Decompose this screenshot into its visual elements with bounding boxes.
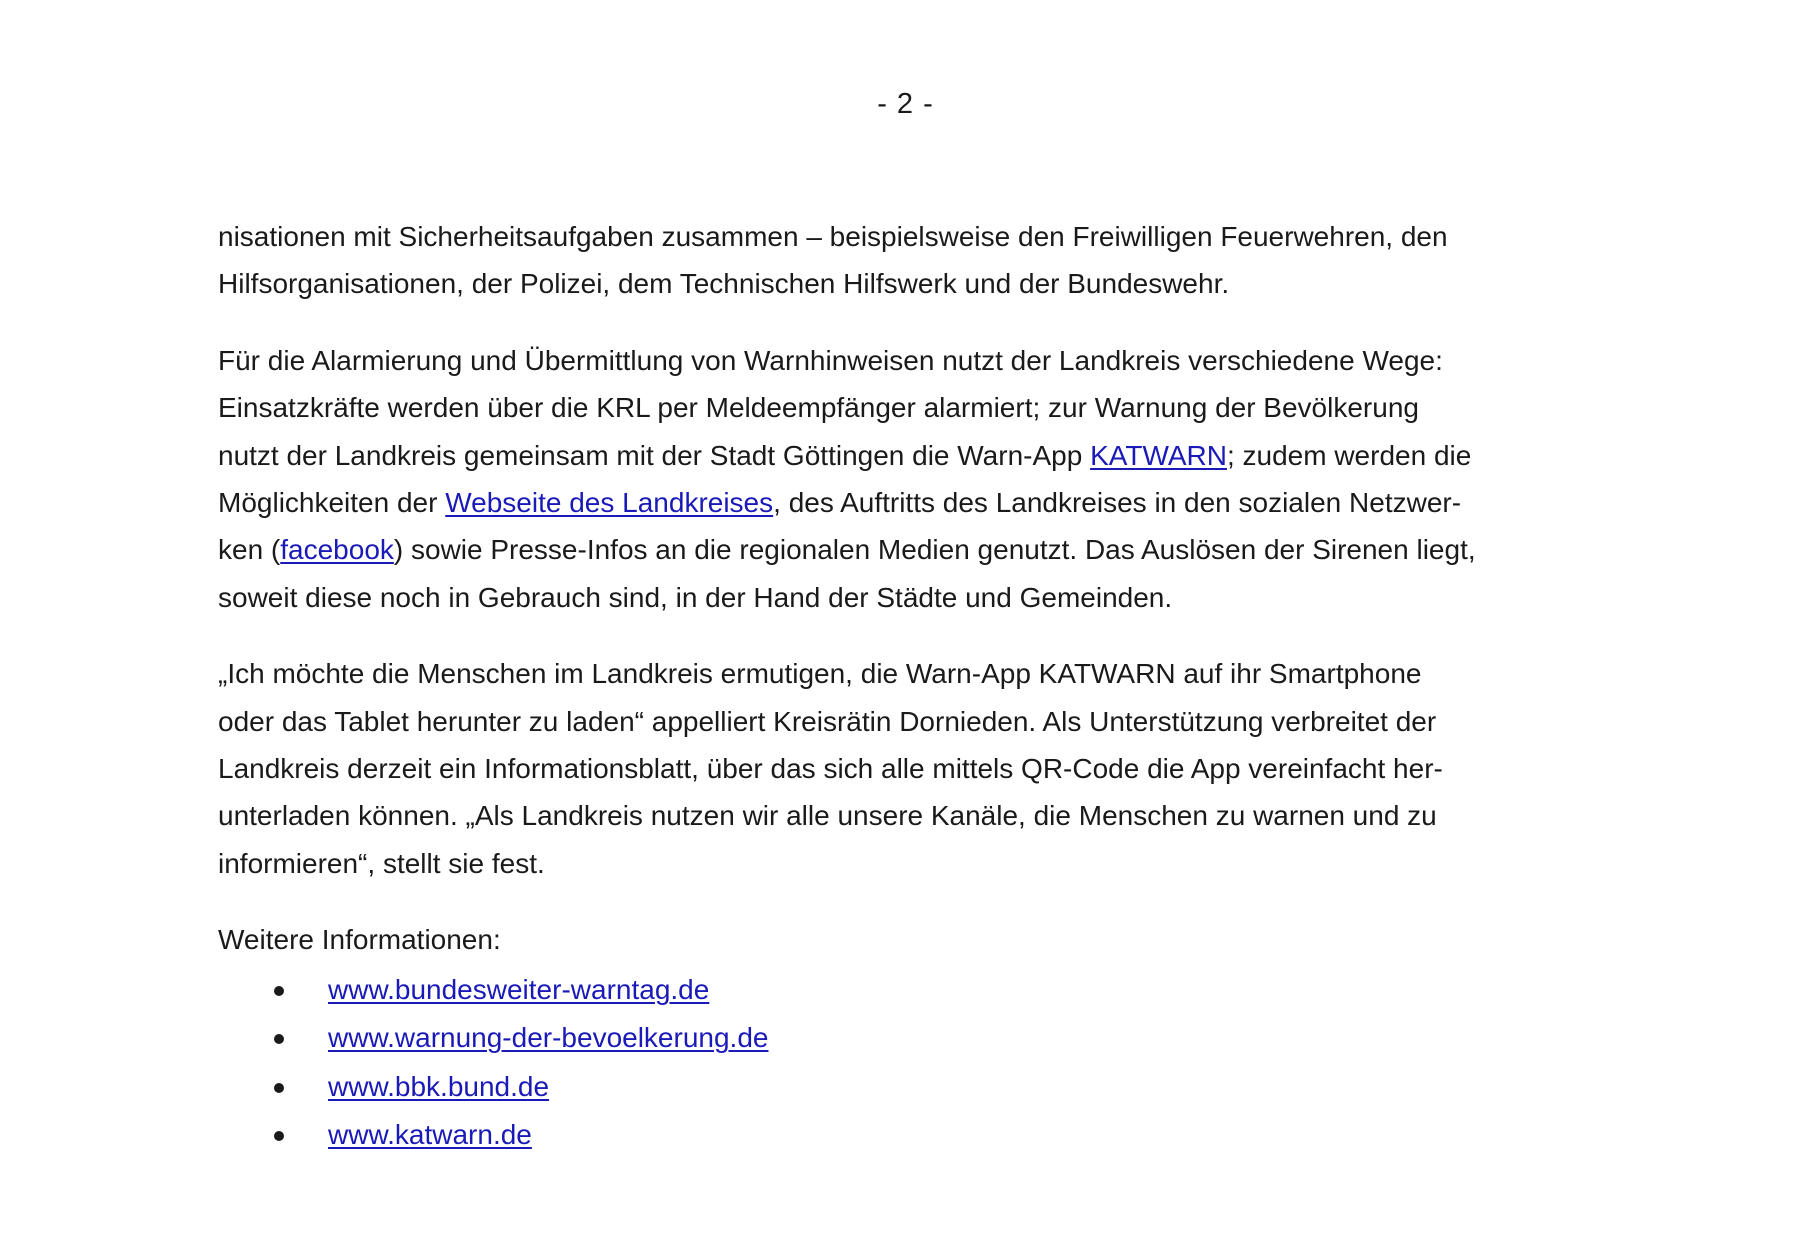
katwarn-link[interactable]: KATWARN — [1090, 439, 1227, 471]
text-segment: , des Auftritts des Landkreises in den sozialen Netzwer- — [773, 487, 1462, 519]
link-warnung-der-bevoelkerung[interactable]: www.warnung-der-bevoelkerung.de — [328, 1022, 769, 1054]
document-body — [218, 213, 1608, 1160]
paragraph-2-line — [218, 479, 1608, 526]
bullet-icon — [274, 1131, 284, 1141]
more-info-heading: Weitere Informationen: — [218, 924, 501, 956]
page-number: - 2 - — [877, 88, 934, 120]
landkreis-website-link[interactable]: Webseite des Landkreises — [445, 487, 774, 519]
text-segment: Möglichkeiten der — [218, 487, 446, 519]
paragraph-2-line: Für die Alarmierung und Übermittlung von Warnhinweisen nutzt der Landkreis verschiedene Wege: — [218, 344, 1443, 376]
list-item — [218, 966, 1608, 1015]
text-segment: ; zudem werden die — [1226, 439, 1472, 471]
paragraph-2-line — [218, 432, 1608, 479]
bullet-icon — [274, 1034, 284, 1044]
paragraph-2-line: Einsatzkräfte werden über die KRL per Meldeempfänger alarmiert; zur Warnung der Bevölkerung — [218, 392, 1419, 424]
bullet-icon — [274, 986, 284, 996]
list-item — [218, 1063, 1608, 1112]
link-katwarn[interactable]: www.katwarn.de — [328, 1119, 532, 1151]
paragraph-3-line: Landkreis derzeit ein Informationsblatt, über das sich alle mittels QR-Code die App vereinfacht her- — [218, 753, 1443, 785]
facebook-link[interactable]: facebook — [280, 534, 394, 566]
paragraph-1-line: nisationen mit Sicherheitsaufgaben zusammen – beispielsweise den Freiwilligen Feuerwehren, den — [218, 221, 1448, 252]
paragraph-3-line: oder das Tablet herunter zu laden“ appelliert Kreisrätin Dornieden. Als Unterstützung verbreitet der — [218, 705, 1437, 737]
paragraph-3 — [218, 650, 1608, 887]
paragraph-1-line: Hilfsorganisationen, der Polizei, dem Technischen Hilfswerk und der Bundeswehr. — [218, 268, 1230, 300]
link-bundesweiter-warntag[interactable]: www.bundesweiter-warntag.de — [328, 973, 710, 1005]
text-segment: nutzt der Landkreis gemeinsam mit der Stadt Göttingen die Warn-App — [218, 439, 1091, 471]
paragraph-2 — [218, 337, 1608, 621]
paragraph-3-line: unterladen können. „Als Landkreis nutzen wir alle unsere Kanäle, die Menschen zu warnen und zu — [218, 800, 1437, 832]
paragraph-3-line: informieren“, stellt sie fest. — [218, 847, 545, 879]
list-item — [218, 1014, 1608, 1063]
list-item — [218, 1111, 1608, 1160]
more-info-link-list — [218, 966, 1608, 1160]
paragraph-1 — [218, 213, 1608, 308]
paragraph-2-line: soweit diese noch in Gebrauch sind, in der Hand der Städte und Gemeinden. — [218, 581, 1173, 613]
bullet-icon — [274, 1083, 284, 1093]
text-segment: ken ( — [218, 534, 281, 566]
link-bbk-bund[interactable]: www.bbk.bund.de — [328, 1070, 550, 1102]
paragraph-3-line: „Ich möchte die Menschen im Landkreis ermutigen, die Warn-App KATWARN auf ihr Smartphone — [218, 658, 1422, 690]
text-segment: ) sowie Presse-Infos an die regionalen Medien genutzt. Das Auslösen der Sirenen liegt, — [393, 534, 1476, 566]
paragraph-2-line — [218, 526, 1608, 573]
